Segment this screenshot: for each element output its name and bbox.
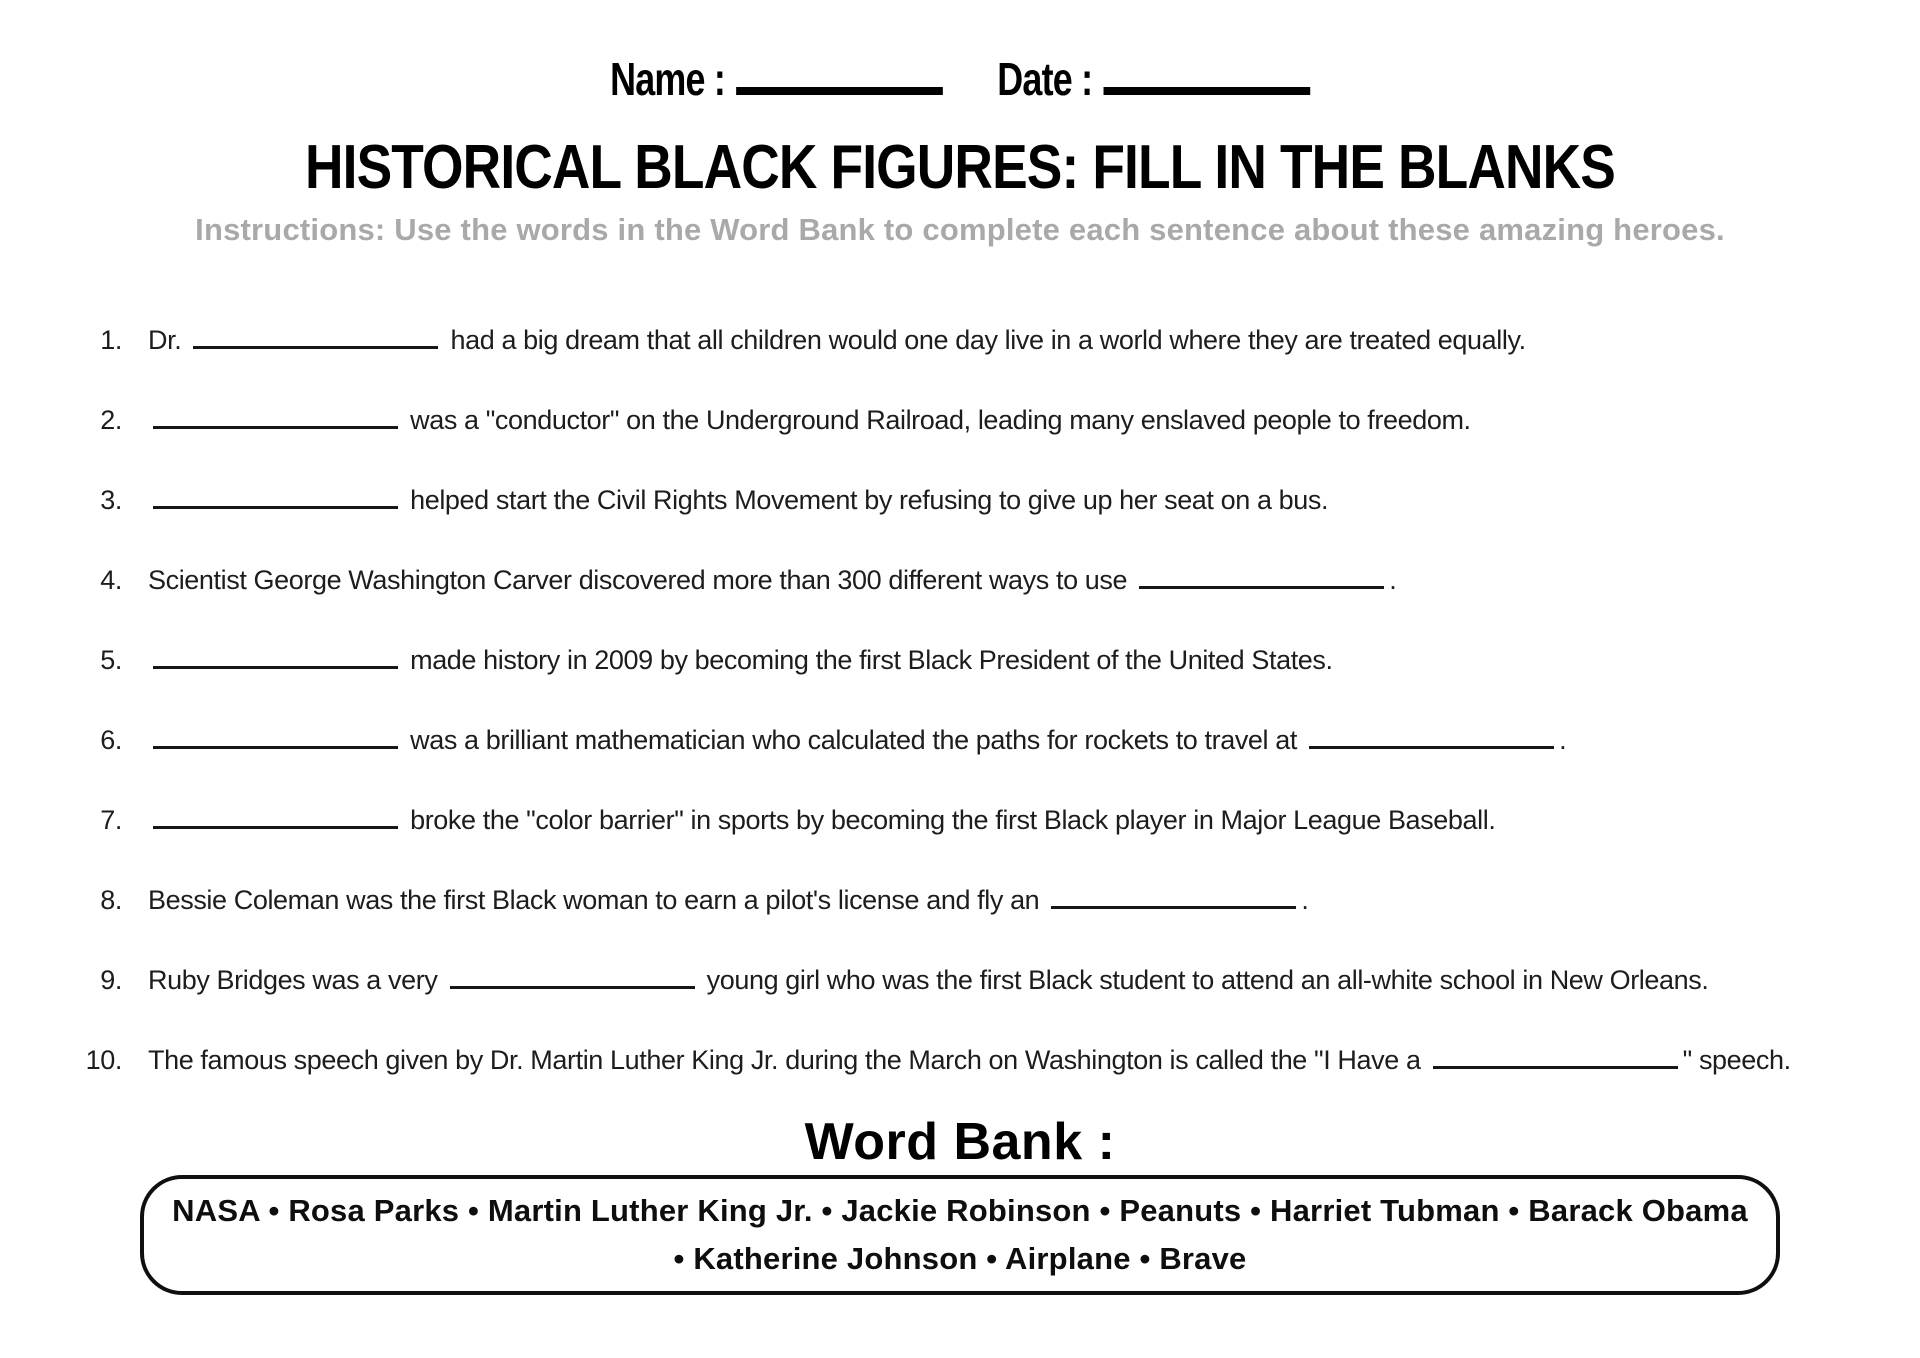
answer-blank: [153, 820, 398, 829]
question-number: 4.: [100, 565, 122, 595]
name-blank-line: [736, 84, 943, 95]
sentence-text: was a "conductor" on the Underground Railroad, leading many enslaved people to freedom.: [403, 405, 1471, 435]
page-title: HISTORICAL BLACK FIGURES: FILL IN THE BLANKS: [305, 133, 1615, 202]
question-sentence: [148, 722, 1566, 758]
answer-blank: [1433, 1060, 1678, 1069]
sentence-text: Ruby Bridges was a very: [148, 965, 445, 995]
question-sentence: [148, 882, 1309, 918]
question-sentence: [148, 402, 1471, 438]
question-row: [48, 482, 1900, 562]
answer-blank: [1139, 580, 1384, 589]
question-sentence: [148, 562, 1396, 598]
answer-blank: [153, 740, 398, 749]
answer-blank: [153, 660, 398, 669]
question-sentence: [148, 642, 1333, 678]
instructions-text: Instructions: Use the words in the Word Bank to complete each sentence about these amazing heroes.: [195, 212, 1725, 247]
sentence-text: helped start the Civil Rights Movement by refusing to give up her seat on a bus.: [403, 485, 1329, 515]
sentence-text: Bessie Coleman was the first Black woman to earn a pilot's license and fly an: [148, 885, 1047, 915]
word-bank-line-1: NASA • Rosa Parks • Martin Luther King Jr. • Jackie Robinson • Peanuts • Harriet Tubman • Barack Obama: [172, 1193, 1748, 1228]
answer-blank: [1309, 740, 1554, 749]
sentence-text: .: [1301, 885, 1309, 915]
question-number: 10.: [85, 1045, 122, 1075]
sentence-text: was a brilliant mathematician who calculated the paths for rockets to travel at: [403, 725, 1305, 755]
question-number: 9.: [100, 965, 122, 995]
name-date-header: [211, 52, 1709, 106]
question-sentence: [148, 322, 1526, 358]
word-bank-title: Word Bank :: [804, 1113, 1116, 1171]
sentence-text: broke the "color barrier" in sports by becoming the first Black player in Major League Baseball.: [403, 805, 1496, 835]
sentence-text: had a big dream that all children would one day live in a world where they are treated equally.: [443, 325, 1526, 355]
sentence-text: " speech.: [1682, 1045, 1791, 1075]
question-number: 5.: [100, 645, 122, 675]
word-bank-box: [140, 1175, 1780, 1295]
question-number: 6.: [100, 725, 122, 755]
question-sentence: [148, 482, 1328, 518]
date-label: Date :: [997, 53, 1093, 105]
question-row: [48, 322, 1900, 402]
question-number: 8.: [100, 885, 122, 915]
question-sentence: [148, 802, 1495, 838]
question-row: [48, 642, 1900, 722]
sentence-text: .: [1559, 725, 1567, 755]
sentence-text: made history in 2009 by becoming the first Black President of the United States.: [403, 645, 1333, 675]
question-number: 1.: [100, 325, 122, 355]
sentence-text: The famous speech given by Dr. Martin Luther King Jr. during the March on Washington is called the "I Have a: [148, 1045, 1428, 1075]
question-row: [48, 402, 1900, 482]
word-bank-line-2: • Katherine Johnson • Airplane • Brave: [673, 1241, 1247, 1276]
answer-blank: [153, 500, 398, 509]
question-row: [48, 882, 1900, 962]
sentence-text: .: [1389, 565, 1397, 595]
name-field: [610, 52, 943, 106]
answer-blank: [153, 420, 398, 429]
question-row: [48, 722, 1900, 802]
name-label: Name :: [610, 53, 726, 105]
question-sentence: [148, 962, 1708, 998]
question-row: [48, 962, 1900, 1042]
answer-blank: [1051, 900, 1296, 909]
date-field: [997, 52, 1310, 106]
answer-blank: [450, 980, 695, 989]
question-row: [48, 562, 1900, 642]
question-number: 7.: [100, 805, 122, 835]
question-row: [48, 802, 1900, 882]
question-row: [48, 1042, 1900, 1122]
sentence-text: Scientist George Washington Carver discovered more than 300 different ways to use: [148, 565, 1135, 595]
date-blank-line: [1103, 84, 1310, 95]
question-number: 2.: [100, 405, 122, 435]
sentence-text: Dr.: [148, 325, 189, 355]
answer-blank: [193, 340, 438, 349]
questions-list: [48, 322, 1900, 1122]
question-sentence: [148, 1042, 1791, 1078]
sentence-text: young girl who was the first Black student to attend an all-white school in New Orleans.: [699, 965, 1709, 995]
question-number: 3.: [100, 485, 122, 515]
